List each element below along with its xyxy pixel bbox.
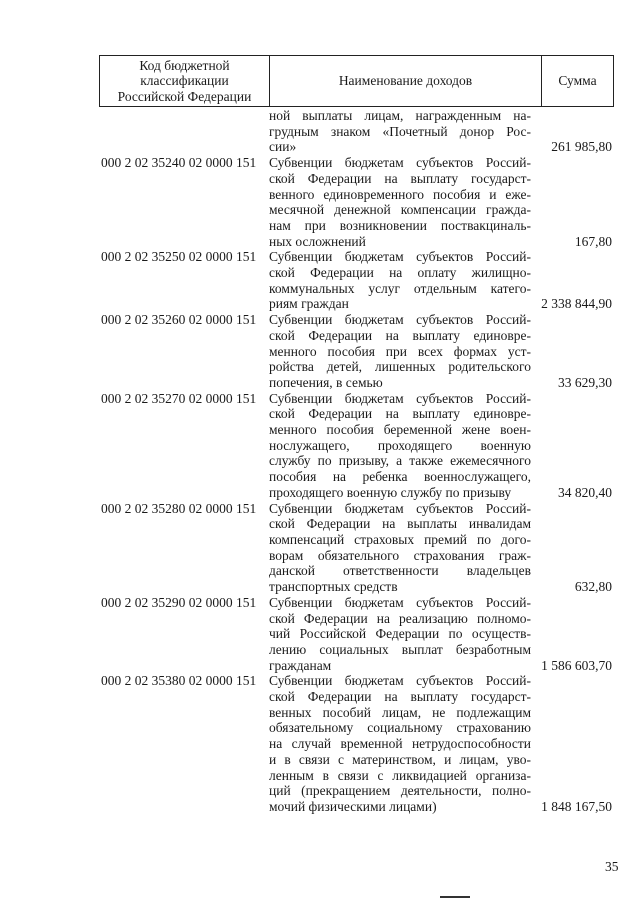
cell-name-line: транспортных средств	[269, 579, 398, 595]
cell-name-line: службу по призыву, а также ежемесячного	[269, 453, 531, 469]
cell-name-line: ройства детей, лишенных родительского	[269, 359, 531, 375]
cell-name-line: попечения, в семью	[269, 374, 383, 390]
cell-code: 000 2 02 35380 02 0000 151	[101, 673, 257, 689]
cell-name-line: ворам обязательного страхования граж-	[269, 547, 531, 563]
cell-name-line: нам при возникновении поствакциналь-	[269, 217, 531, 233]
cell-name-line: обязательному социальному страхованию	[269, 720, 531, 736]
cell-name	[269, 391, 531, 501]
table-row	[99, 312, 614, 391]
cell-name	[269, 501, 531, 595]
cell-name-line: гражданам	[269, 657, 332, 673]
cell-name-line: Субвенции бюджетам субъектов Россий-	[269, 249, 531, 265]
cell-name-line: чий Российской Федерации по осуществ-	[269, 626, 531, 642]
cell-name-line: ской Федерации на реализацию полномо-	[269, 610, 531, 626]
table-row	[99, 155, 614, 249]
table-body	[99, 108, 614, 815]
table-row	[99, 501, 614, 595]
cell-name-line: Субвенции бюджетам субъектов Россий-	[269, 390, 531, 406]
cell-name-line: ской Федерации на выплаты инвалидам	[269, 516, 531, 532]
header-code-line: Российской Федерации	[117, 88, 252, 104]
cell-name	[269, 108, 531, 155]
cell-name-line: лению социальных выплат безработным	[269, 641, 531, 657]
cell-name-line: данской ответственности владельцев	[269, 563, 531, 579]
table-row	[99, 108, 614, 155]
cell-name-line: ций (прекращением деятельности, полно-	[269, 783, 531, 799]
cell-name-line: грудным знаком «Почетный донор Рос-	[269, 123, 531, 139]
cell-code: 000 2 02 35260 02 0000 151	[101, 312, 257, 328]
cell-name-line: Субвенции бюджетам субъектов Россий-	[269, 155, 531, 171]
table-header	[99, 55, 614, 107]
cell-name-line: на случай временной нетрудоспособности	[269, 736, 531, 752]
cell-name	[269, 595, 531, 674]
cell-name-line: компенсаций страховых премий по дого-	[269, 531, 531, 547]
cell-name-line: ской Федерации на выплату государст-	[269, 170, 531, 186]
cell-name-line: пособия на ребенка военнослужащего,	[269, 469, 531, 485]
cell-name-line: ской Федерации на выплату единовре-	[269, 327, 531, 343]
cell-sum: 1 848 167,50	[541, 798, 612, 814]
cell-sum: 1 586 603,70	[541, 657, 612, 673]
cell-code: 000 2 02 35250 02 0000 151	[101, 249, 257, 265]
cell-name-line: месячной денежной компенсации гражда-	[269, 202, 531, 218]
cell-name-line: Субвенции бюджетам субъектов Россий-	[269, 594, 531, 610]
cell-name-line: проходящего военную службу по призыву	[269, 484, 512, 500]
cell-name-line: коммунальных услуг отдельным катего-	[269, 280, 531, 296]
cell-name-line: ской Федерации на выплату государст-	[269, 689, 531, 705]
header-code-line: Код бюджетной	[139, 57, 230, 73]
cell-name-line: менного пособия при всех формах уст-	[269, 343, 531, 359]
header-name: Наименование доходов	[270, 56, 542, 106]
cell-name-line: сии»	[269, 139, 297, 155]
table-row	[99, 391, 614, 501]
cell-name-line: мочий физическими лицами)	[269, 798, 437, 814]
cell-sum: 34 820,40	[558, 484, 612, 500]
cell-sum: 33 629,30	[558, 374, 612, 390]
cell-code: 000 2 02 35290 02 0000 151	[101, 594, 257, 610]
cell-name-line: Субвенции бюджетам субъектов Россий-	[269, 500, 531, 516]
header-sum: Сумма	[558, 73, 597, 89]
cell-name-line: ской Федерации на оплату жилищно-	[269, 265, 531, 281]
cell-sum: 2 338 844,90	[541, 296, 612, 312]
cell-code: 000 2 02 35280 02 0000 151	[101, 500, 257, 516]
cell-code: 000 2 02 35270 02 0000 151	[101, 390, 257, 406]
cell-name-line: ной выплаты лицам, награжденным на-	[269, 108, 531, 123]
cell-name	[269, 249, 531, 312]
header-code-line: классификации	[140, 73, 229, 89]
cell-name-line: риям граждан	[269, 296, 349, 312]
cell-name-line: Субвенции бюджетам субъектов Россий-	[269, 312, 531, 328]
cell-name-line: и в связи с материнством, и лицам, уво-	[269, 751, 531, 767]
cell-sum: 261 985,80	[551, 139, 612, 155]
header-code	[100, 56, 270, 106]
table-row	[99, 673, 614, 814]
page-number: 35	[605, 859, 619, 874]
cell-name	[269, 312, 531, 391]
cell-name-line: ных осложнений	[269, 233, 366, 249]
cell-sum: 632,80	[574, 579, 612, 595]
cell-name-line: венного единовременного пособия и еже-	[269, 186, 531, 202]
cell-name-line: Субвенции бюджетам субъектов Россий-	[269, 673, 531, 689]
cell-name-line: ленным в связи с ликвидацией организа-	[269, 767, 531, 783]
table-row	[99, 595, 614, 674]
cell-name	[269, 155, 531, 249]
table-row	[99, 249, 614, 312]
scan-mark	[440, 896, 470, 898]
cell-name-line: нослужащего, проходящего военную	[269, 437, 531, 453]
cell-name-line: венных пособий лицам, не подлежащим	[269, 704, 531, 720]
cell-code: 000 2 02 35240 02 0000 151	[101, 155, 257, 171]
cell-name-line: менного пособия беременной жене воен-	[269, 422, 531, 438]
cell-sum: 167,80	[574, 233, 612, 249]
cell-name-line: ской Федерации на выплату единовре-	[269, 406, 531, 422]
cell-name	[269, 673, 531, 814]
